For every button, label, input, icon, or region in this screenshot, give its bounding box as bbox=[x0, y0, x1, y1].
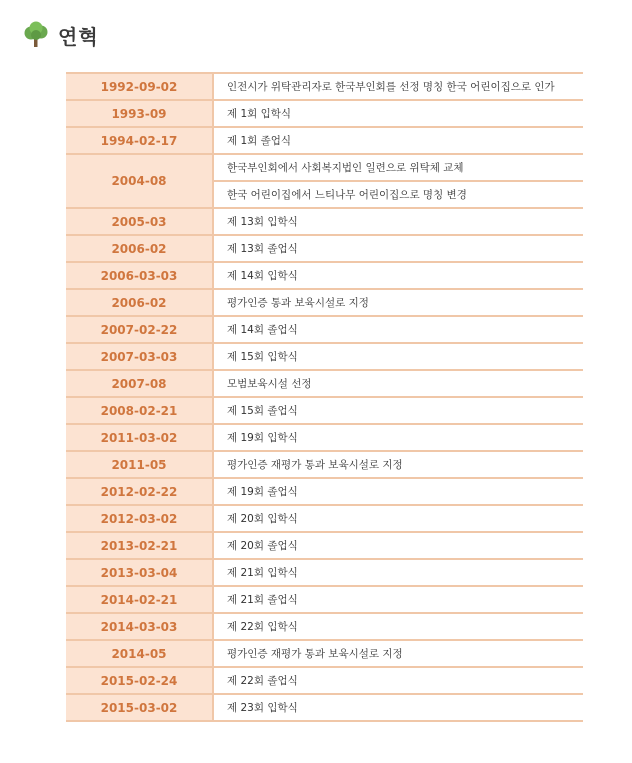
history-date: 1992-09-02 bbox=[66, 74, 212, 101]
history-date: 2013-03-04 bbox=[66, 560, 212, 587]
history-date: 1994-02-17 bbox=[66, 128, 212, 155]
history-event: 한국부인회에서 사회복지법인 일련으로 위탁체 교체 bbox=[214, 155, 583, 182]
history-events bbox=[214, 74, 583, 101]
history-events bbox=[214, 425, 583, 452]
history-event: 제 21회 졸업식 bbox=[214, 587, 583, 614]
history-event: 평가인증 재평가 통과 보육시설로 지정 bbox=[214, 641, 583, 668]
history-event: 인전시가 위탁관리자로 한국부인회를 선정 명칭 한국 어린이집으로 인가 bbox=[214, 74, 583, 101]
history-date: 2013-02-21 bbox=[66, 533, 212, 560]
history-event: 제 13회 졸업식 bbox=[214, 236, 583, 263]
history-events bbox=[214, 344, 583, 371]
history-row bbox=[66, 695, 583, 722]
history-events bbox=[214, 641, 583, 668]
history-row bbox=[66, 209, 583, 236]
history-events bbox=[214, 290, 583, 317]
history-events bbox=[214, 101, 583, 128]
history-row bbox=[66, 452, 583, 479]
history-events bbox=[214, 506, 583, 533]
history-event: 제 22회 졸업식 bbox=[214, 668, 583, 695]
history-event: 평가인증 통과 보육시설로 지정 bbox=[214, 290, 583, 317]
history-date: 2006-02 bbox=[66, 236, 212, 263]
history-events bbox=[214, 587, 583, 614]
history-events bbox=[214, 533, 583, 560]
history-row bbox=[66, 263, 583, 290]
history-date: 1993-09 bbox=[66, 101, 212, 128]
history-events bbox=[214, 263, 583, 290]
history-row bbox=[66, 425, 583, 452]
history-events bbox=[214, 317, 583, 344]
history-row bbox=[66, 371, 583, 398]
history-table bbox=[66, 72, 583, 722]
history-row bbox=[66, 560, 583, 587]
history-events bbox=[214, 128, 583, 155]
history-events bbox=[214, 398, 583, 425]
history-row bbox=[66, 614, 583, 641]
history-date: 2012-02-22 bbox=[66, 479, 212, 506]
history-events bbox=[214, 452, 583, 479]
history-row bbox=[66, 236, 583, 263]
page-header bbox=[22, 20, 99, 50]
history-event: 제 15회 입학식 bbox=[214, 344, 583, 371]
history-row bbox=[66, 155, 583, 209]
history-event: 모범보육시설 선정 bbox=[214, 371, 583, 398]
history-row bbox=[66, 101, 583, 128]
history-events bbox=[214, 209, 583, 236]
history-events bbox=[214, 560, 583, 587]
history-row bbox=[66, 506, 583, 533]
history-event: 제 20회 졸업식 bbox=[214, 533, 583, 560]
history-date: 2014-03-03 bbox=[66, 614, 212, 641]
history-event: 평가인증 재평가 통과 보육시설로 지정 bbox=[214, 452, 583, 479]
tree-icon bbox=[22, 21, 50, 49]
history-row bbox=[66, 290, 583, 317]
history-row bbox=[66, 479, 583, 506]
history-event: 제 1회 입학식 bbox=[214, 101, 583, 128]
history-date: 2014-02-21 bbox=[66, 587, 212, 614]
history-events bbox=[214, 479, 583, 506]
history-row bbox=[66, 317, 583, 344]
history-events bbox=[214, 371, 583, 398]
history-row bbox=[66, 533, 583, 560]
history-date: 2007-03-03 bbox=[66, 344, 212, 371]
history-date: 2011-03-02 bbox=[66, 425, 212, 452]
history-date: 2005-03 bbox=[66, 209, 212, 236]
history-event: 제 22회 입학식 bbox=[214, 614, 583, 641]
history-date: 2006-02 bbox=[66, 290, 212, 317]
history-event: 제 1회 졸업식 bbox=[214, 128, 583, 155]
history-events bbox=[214, 236, 583, 263]
history-row bbox=[66, 128, 583, 155]
history-date: 2015-03-02 bbox=[66, 695, 212, 722]
history-row bbox=[66, 398, 583, 425]
history-event: 제 20회 입학식 bbox=[214, 506, 583, 533]
history-date: 2007-08 bbox=[66, 371, 212, 398]
history-event: 제 19회 졸업식 bbox=[214, 479, 583, 506]
page-title: 연혁 bbox=[58, 24, 99, 49]
history-event: 제 14회 졸업식 bbox=[214, 317, 583, 344]
history-events bbox=[214, 695, 583, 722]
history-event: 한국 어린이집에서 느티나무 어린이집으로 명칭 변경 bbox=[214, 182, 583, 209]
history-date: 2007-02-22 bbox=[66, 317, 212, 344]
history-events bbox=[214, 614, 583, 641]
history-row bbox=[66, 641, 583, 668]
history-row bbox=[66, 668, 583, 695]
history-row bbox=[66, 587, 583, 614]
history-date: 2011-05 bbox=[66, 452, 212, 479]
history-event: 제 15회 졸업식 bbox=[214, 398, 583, 425]
history-date: 2012-03-02 bbox=[66, 506, 212, 533]
history-date: 2004-08 bbox=[66, 155, 212, 209]
history-date: 2006-03-03 bbox=[66, 263, 212, 290]
history-event: 제 21회 입학식 bbox=[214, 560, 583, 587]
history-event: 제 14회 입학식 bbox=[214, 263, 583, 290]
history-row bbox=[66, 74, 583, 101]
history-date: 2014-05 bbox=[66, 641, 212, 668]
history-events bbox=[214, 155, 583, 209]
history-date: 2015-02-24 bbox=[66, 668, 212, 695]
history-row bbox=[66, 344, 583, 371]
history-event: 제 19회 입학식 bbox=[214, 425, 583, 452]
history-events bbox=[214, 668, 583, 695]
history-event: 제 13회 입학식 bbox=[214, 209, 583, 236]
history-event: 제 23회 입학식 bbox=[214, 695, 583, 722]
history-date: 2008-02-21 bbox=[66, 398, 212, 425]
